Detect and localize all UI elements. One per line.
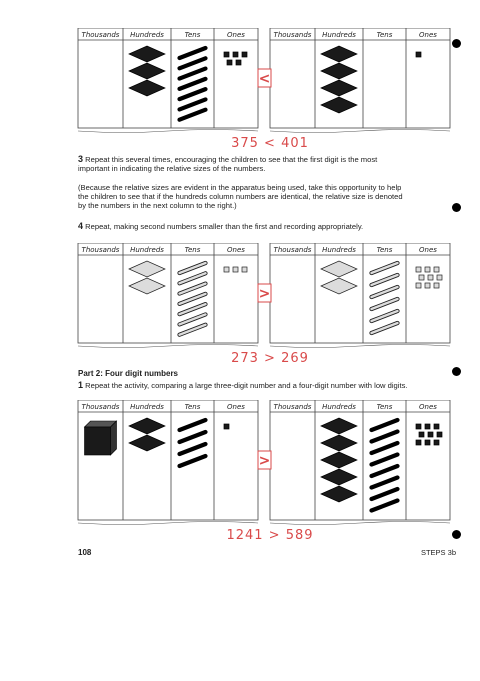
ten-rod (372, 466, 398, 476)
ten-rod (180, 58, 206, 68)
ten-rod (372, 420, 398, 430)
board-outline (270, 243, 450, 343)
unit-cube (437, 275, 442, 280)
unit-cube (434, 267, 439, 272)
place-value-board-right (270, 28, 450, 133)
ten-rod-fill (180, 314, 206, 324)
place-value-diagram-1241-vs-589 (0, 400, 480, 545)
ten-rod-fill (180, 263, 206, 273)
punch-hole-mark (452, 39, 461, 48)
hundred-flat (129, 46, 165, 62)
column-header-hundreds: Hundreds (130, 246, 164, 254)
ten-rod-fill (372, 275, 398, 285)
board-base-line (78, 345, 258, 348)
ten-rod (180, 48, 206, 58)
ten-rod (372, 455, 398, 465)
unit-cube (425, 424, 430, 429)
hundred-flat (321, 80, 357, 96)
hundred-flat (321, 486, 357, 502)
part-2-step-1-paragraph (78, 381, 408, 390)
hundred-flat (129, 278, 165, 294)
ten-rod-fill (180, 273, 206, 283)
column-header-tens: Tens (376, 403, 393, 411)
ten-rod (180, 420, 206, 430)
thousand-cube (85, 427, 111, 455)
hundred-flat (129, 80, 165, 96)
step-3-text: Repeat this several times, encouraging the children to see that the first digit is the most important in indicating the relative sizes of the numbers. (78, 155, 378, 174)
column-header-tens: Tens (184, 246, 201, 254)
book-label: STEPS 3b (420, 548, 456, 557)
part-2-heading: Part 2: Four digit numbers (78, 369, 179, 378)
comparison-symbol: > (258, 286, 271, 302)
column-header-tens: Tens (376, 246, 393, 254)
column-header-tens: Tens (184, 403, 201, 411)
hundred-flat (321, 261, 357, 277)
unit-cube (224, 267, 229, 272)
column-header-ones: Ones (419, 31, 437, 39)
ten-rod-fill (372, 299, 398, 309)
hundred-flat (321, 435, 357, 451)
ten-rod-fill (180, 304, 206, 314)
place-value-diagram-273-vs-269 (0, 243, 480, 368)
unit-cube (434, 440, 439, 445)
unit-cube (242, 52, 247, 57)
column-header-thousands: Thousands (81, 31, 120, 39)
step-3-paragraph (78, 155, 408, 173)
board-base-line (78, 130, 258, 133)
ten-rod (372, 432, 398, 442)
unit-cube (233, 52, 238, 57)
hundred-flat (321, 46, 357, 62)
board-base-line (78, 522, 258, 525)
board-base-line (270, 345, 450, 348)
column-header-hundreds: Hundreds (130, 31, 164, 39)
hundred-flat (321, 452, 357, 468)
place-value-board-left (78, 243, 258, 348)
ten-rod-fill (372, 263, 398, 273)
explanatory-note: (Because the relative sizes are evident in the apparatus being used, take this opportunity to help the children to see that if the hundreds column numbers are identical, the relative size is denoted by the numbers in the next column to the right.) (78, 183, 403, 211)
ten-rod (372, 478, 398, 488)
board-outline (78, 400, 258, 520)
step-4-number: 4 (78, 221, 84, 231)
ten-rod (180, 89, 206, 99)
board-base-line (270, 130, 450, 133)
ten-rod (180, 79, 206, 89)
unit-cube (227, 60, 232, 65)
unit-cube (224, 52, 229, 57)
step-4-text: Repeat, making second numbers smaller than the first and recording appropriately. (85, 222, 364, 231)
unit-cube (434, 424, 439, 429)
ten-rod-fill (180, 325, 206, 335)
unit-cube (416, 424, 421, 429)
column-header-thousands: Thousands (81, 246, 120, 254)
ten-rod (372, 443, 398, 453)
unit-cube (434, 283, 439, 288)
column-header-thousands: Thousands (273, 31, 312, 39)
ten-rod (180, 69, 206, 79)
unit-cube (419, 432, 424, 437)
place-value-diagram-375-vs-401 (0, 28, 480, 153)
hundred-flat (129, 418, 165, 434)
punch-hole-mark (452, 530, 461, 539)
place-value-board-right (270, 243, 450, 348)
column-header-ones: Ones (227, 246, 245, 254)
unit-cube (428, 275, 433, 280)
hundred-flat (129, 261, 165, 277)
unit-cube (419, 275, 424, 280)
comparison-caption: 273 > 269 (231, 351, 309, 366)
column-header-tens: Tens (184, 31, 201, 39)
punch-hole-mark (452, 367, 461, 376)
unit-cube (242, 267, 247, 272)
place-value-board-right (270, 400, 450, 525)
ten-rod (180, 444, 206, 454)
column-header-ones: Ones (419, 403, 437, 411)
unit-cube (416, 440, 421, 445)
column-header-thousands: Thousands (273, 246, 312, 254)
unit-cube (233, 267, 238, 272)
comparison-symbol: > (258, 453, 271, 469)
hundred-flat (321, 278, 357, 294)
unit-cube (437, 432, 442, 437)
hundred-flat (321, 97, 357, 113)
punch-hole-mark (452, 203, 461, 212)
hundred-flat (321, 418, 357, 434)
ten-rod-fill (180, 284, 206, 294)
column-header-hundreds: Hundreds (130, 403, 164, 411)
ten-rod-fill (372, 287, 398, 297)
page-number: 108 (78, 548, 92, 557)
column-header-ones: Ones (227, 403, 245, 411)
hundred-flat (321, 469, 357, 485)
comparison-symbol: < (258, 71, 271, 87)
ten-rod-fill (180, 294, 206, 304)
unit-cube (224, 424, 229, 429)
place-value-board-left (78, 400, 258, 525)
comparison-caption: 375 < 401 (231, 136, 309, 151)
hundred-flat (129, 435, 165, 451)
step-4-paragraph (78, 222, 408, 231)
step-3-number: 3 (78, 154, 84, 164)
unit-cube (428, 432, 433, 437)
column-header-thousands: Thousands (81, 403, 120, 411)
unit-cube (236, 60, 241, 65)
unit-cube (425, 283, 430, 288)
hundred-flat (321, 63, 357, 79)
ten-rod (180, 110, 206, 120)
unit-cube (416, 267, 421, 272)
unit-cube (416, 52, 421, 57)
ten-rod (180, 432, 206, 442)
part-2-step-1-text: Repeat the activity, comparing a large three-digit number and a four-digit number with low digits. (85, 381, 408, 390)
thousand-cube-side (111, 421, 117, 455)
board-base-line (270, 522, 450, 525)
board-outline (78, 28, 258, 128)
ten-rod-fill (372, 311, 398, 321)
ten-rod (372, 501, 398, 511)
column-header-ones: Ones (227, 31, 245, 39)
hundred-flat (129, 63, 165, 79)
unit-cube (416, 283, 421, 288)
ten-rod-fill (372, 323, 398, 333)
column-header-hundreds: Hundreds (322, 246, 356, 254)
board-outline (270, 28, 450, 128)
place-value-board-left (78, 28, 258, 133)
ten-rod (180, 99, 206, 109)
board-outline (78, 243, 258, 343)
column-header-hundreds: Hundreds (322, 403, 356, 411)
ten-rod (180, 456, 206, 466)
part-2-step-1-number: 1 (78, 380, 84, 390)
column-header-hundreds: Hundreds (322, 31, 356, 39)
column-header-ones: Ones (419, 246, 437, 254)
comparison-caption: 1241 > 589 (226, 528, 314, 543)
unit-cube (425, 440, 430, 445)
board-outline (270, 400, 450, 520)
column-header-tens: Tens (376, 31, 393, 39)
column-header-thousands: Thousands (273, 403, 312, 411)
unit-cube (425, 267, 430, 272)
ten-rod (372, 489, 398, 499)
